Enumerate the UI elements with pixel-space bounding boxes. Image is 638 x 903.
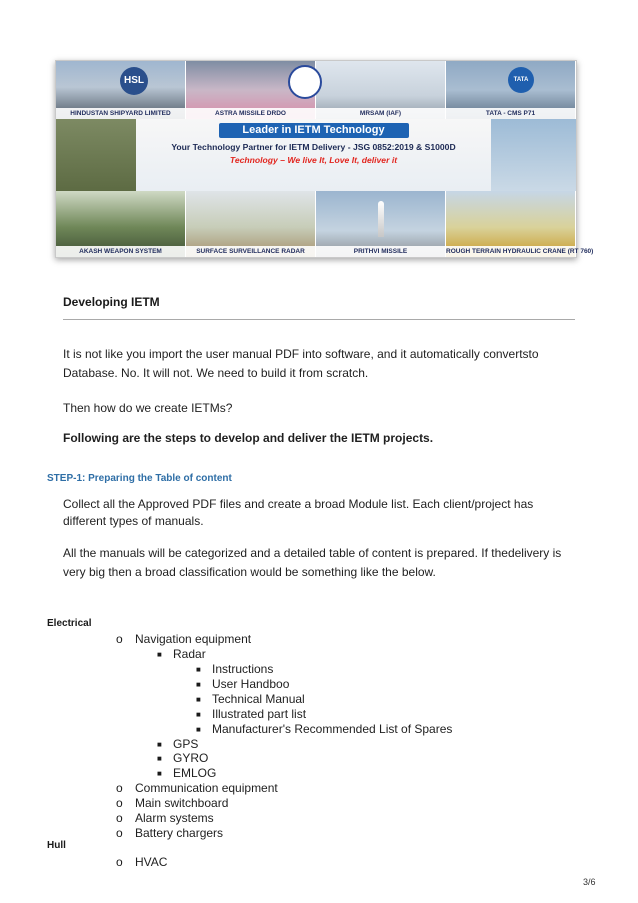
square-bullet-icon: ■ bbox=[196, 725, 201, 734]
banner-headline: Leader in IETM Technology bbox=[219, 123, 409, 138]
tata-logo-icon: TATA bbox=[508, 67, 534, 93]
banner-tile-radar bbox=[186, 191, 316, 257]
circle-bullet-icon: o bbox=[116, 781, 123, 795]
list-item-switchboard: Main switchboard bbox=[135, 796, 229, 810]
square-bullet-icon: ■ bbox=[157, 769, 162, 778]
banner-headline-panel bbox=[136, 119, 491, 191]
caption-radar: SURFACE SURVEILLANCE RADAR bbox=[186, 246, 315, 257]
list-item-battery: Battery chargers bbox=[135, 826, 224, 840]
square-bullet-icon: ■ bbox=[196, 680, 201, 689]
paragraph-question: Then how do we create IETMs? bbox=[63, 401, 233, 415]
square-bullet-icon: ■ bbox=[196, 665, 201, 674]
banner-bottom-row bbox=[56, 191, 594, 257]
page-number: 3/6 bbox=[583, 877, 596, 887]
caption-prithvi: PRITHVI MISSILE bbox=[316, 246, 445, 257]
square-bullet-icon: ■ bbox=[157, 740, 162, 749]
list-item-radar: Radar bbox=[173, 647, 206, 661]
circle-bullet-icon: o bbox=[116, 811, 123, 825]
step1-heading: STEP-1: Preparing the Table of content bbox=[47, 473, 232, 484]
list-item-communication: Communication equipment bbox=[135, 781, 278, 795]
list-item-instructions: Instructions bbox=[212, 662, 274, 676]
banner-partner-line: Your Technology Partner for IETM Delivery - JSG 0852:2019 & S1000D bbox=[171, 142, 456, 152]
square-bullet-icon: ■ bbox=[196, 710, 201, 719]
section-heading: Developing IETM bbox=[63, 295, 160, 309]
list-item-hvac: HVAC bbox=[135, 855, 168, 869]
banner-vehicle-image bbox=[56, 119, 136, 191]
banner-tile-crane bbox=[446, 191, 594, 257]
banner-slogan: Technology – We live It, Love It, deliver it bbox=[229, 155, 398, 165]
drdo-logo-icon bbox=[288, 65, 322, 99]
banner-tile-mrsam bbox=[316, 61, 446, 119]
list-item-gyro: GYRO bbox=[173, 751, 209, 765]
circle-bullet-icon: o bbox=[116, 632, 123, 646]
banner-middle-row bbox=[56, 119, 576, 191]
list-item-user-handbook: User Handboo bbox=[212, 677, 290, 691]
list-item-navigation: Navigation equipment bbox=[135, 632, 252, 646]
caption-akash: AKASH WEAPON SYSTEM bbox=[56, 246, 185, 257]
category-hull: Hull bbox=[47, 840, 66, 851]
circle-bullet-icon: o bbox=[116, 826, 123, 840]
square-bullet-icon: ■ bbox=[157, 754, 162, 763]
caption-tata: TATA - CMS P71 bbox=[446, 108, 575, 119]
circle-bullet-icon: o bbox=[116, 855, 123, 869]
hsl-logo-icon: HSL bbox=[120, 67, 148, 95]
square-bullet-icon: ■ bbox=[157, 650, 162, 659]
paragraph-categorize: All the manuals will be categorized and a detailed table of content is prepared. If thedelivery is very big then a broad classification would be something like the below. bbox=[63, 546, 562, 579]
missile-icon bbox=[378, 201, 384, 237]
list-item-alarm: Alarm systems bbox=[135, 811, 214, 825]
list-item-illustrated-part-list: Illustrated part list bbox=[212, 707, 307, 721]
banner-tile-akash bbox=[56, 191, 186, 257]
banner-tile-hsl bbox=[56, 61, 186, 119]
list-item-technical-manual: Technical Manual bbox=[212, 692, 305, 706]
paragraph-steps-intro: Following are the steps to develop and deliver the IETM projects. bbox=[63, 431, 434, 445]
caption-astra: ASTRA MISSILE DRDO bbox=[186, 108, 315, 119]
list-item-spares: Manufacturer's Recommended List of Spares bbox=[212, 722, 453, 736]
list-item-emlog: EMLOG bbox=[173, 766, 217, 780]
banner-drone-image bbox=[491, 119, 576, 191]
ietm-banner-image bbox=[55, 60, 594, 258]
paragraph-intro: It is not like you import the user manual PDF into software, and it automatically convertsto Database. No. It will not. We need to build it from scratch. bbox=[63, 347, 539, 380]
square-bullet-icon: ■ bbox=[196, 695, 201, 704]
circle-bullet-icon: o bbox=[116, 796, 123, 810]
category-electrical: Electrical bbox=[47, 618, 92, 629]
paragraph-collect-pdfs: Collect all the Approved PDF files and create a broad Module list. Each client/project has different types of manuals. bbox=[63, 497, 534, 528]
list-item-gps: GPS bbox=[173, 737, 199, 751]
caption-crane: ROUGH TERRAIN HYDRAULIC CRANE (RT 760) bbox=[446, 248, 594, 255]
caption-mrsam: MRSAM (IAF) bbox=[316, 108, 445, 119]
heading-divider bbox=[63, 319, 575, 320]
caption-hsl: HINDUSTAN SHIPYARD LIMITED bbox=[56, 108, 185, 119]
